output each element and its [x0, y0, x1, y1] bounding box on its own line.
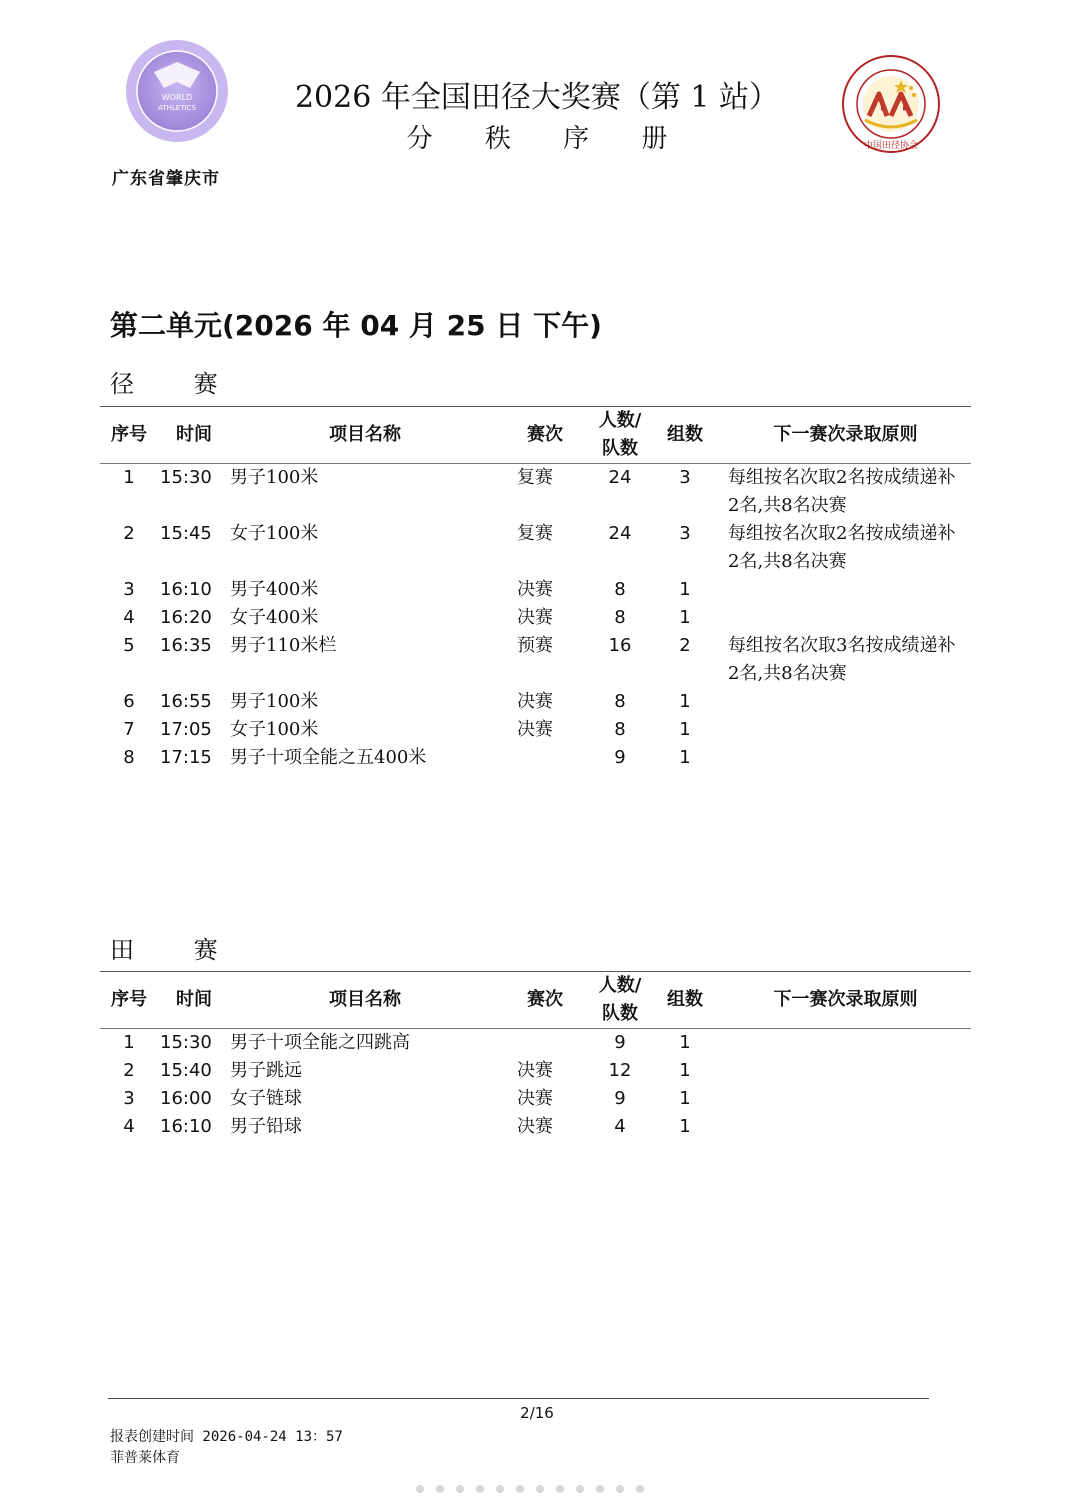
table-row: [100, 604, 971, 632]
chinese-athletics-association-logo: [841, 54, 941, 154]
cell-event: 女子链球: [230, 1088, 302, 1109]
cell-count: 24: [608, 467, 632, 488]
cell-rule: [720, 520, 971, 576]
cell-time: 16:20: [160, 607, 212, 628]
cell-rule: [720, 716, 971, 744]
table-row: [100, 1085, 971, 1113]
track-schedule-table: [100, 406, 971, 772]
cell-rule: [720, 1113, 971, 1141]
rule-line: 每组按名次取2名按成绩递补: [728, 523, 956, 544]
cell-event: 女子100米: [230, 719, 319, 740]
cell-event: 男子100米: [230, 691, 319, 712]
cell-no: 6: [123, 691, 135, 712]
cell-groups: 3: [679, 523, 691, 544]
cell-time: 17:15: [160, 747, 212, 768]
column-header-groups: 组数: [650, 972, 720, 1029]
cell-rule: [720, 688, 971, 716]
cell-event: 男子400米: [230, 579, 319, 600]
cell-rule: [720, 1029, 971, 1058]
cell-round: 决赛: [517, 719, 553, 740]
cell-event: 男子100米: [230, 467, 319, 488]
table-row: [100, 744, 971, 772]
table-header-row: [100, 972, 971, 1029]
column-header-event: 项目名称: [230, 407, 500, 464]
column-header-round: 赛次: [500, 407, 590, 464]
report-created-time: 报表创建时间 2026-04-24 13：57: [110, 1429, 343, 1445]
track-section-title: 径 赛: [110, 370, 244, 398]
cell-count: 24: [608, 523, 632, 544]
document-subtitle: 分 秩 序 册: [406, 124, 690, 154]
cell-groups: 1: [679, 1088, 691, 1109]
cell-groups: 1: [679, 747, 691, 768]
column-header-time: 时间: [158, 407, 230, 464]
cell-groups: 1: [679, 1032, 691, 1053]
cell-no: 5: [123, 635, 135, 656]
field-schedule-table: [100, 971, 971, 1141]
company-name: 菲普莱体育: [110, 1450, 180, 1466]
cell-groups: 1: [679, 1060, 691, 1081]
cell-time: 15:45: [160, 523, 212, 544]
column-header-rule: 下一赛次录取原则: [720, 972, 971, 1029]
cell-groups: 2: [679, 635, 691, 656]
cell-count: 9: [614, 1032, 626, 1053]
cell-no: 3: [123, 1088, 135, 1109]
cell-round: 决赛: [517, 1116, 553, 1137]
cell-count: 9: [614, 747, 626, 768]
cell-count: 9: [614, 1088, 626, 1109]
cell-time: 16:00: [160, 1088, 212, 1109]
svg-text:WORLD: WORLD: [161, 93, 193, 102]
cell-event: 男子铅球: [230, 1116, 302, 1137]
cell-round: 预赛: [517, 635, 553, 656]
table-row: [100, 464, 971, 521]
cell-event: 女子400米: [230, 607, 319, 628]
cell-rule: [720, 632, 971, 688]
cell-groups: 1: [679, 579, 691, 600]
column-header-no: 序号: [100, 407, 158, 464]
cell-round: [500, 744, 590, 772]
cell-no: 2: [123, 523, 135, 544]
cell-count: 8: [614, 579, 626, 600]
cell-round: 决赛: [517, 1088, 553, 1109]
cell-groups: 1: [679, 719, 691, 740]
cell-event: 男子十项全能之四跳高: [230, 1032, 410, 1053]
column-header-event: 项目名称: [230, 972, 500, 1029]
cell-rule: [720, 1085, 971, 1113]
cell-event: 男子110米栏: [230, 635, 337, 656]
cell-groups: 1: [679, 607, 691, 628]
column-header-no: 序号: [100, 972, 158, 1029]
cell-time: 16:55: [160, 691, 212, 712]
column-header-count: 人数/ 队数: [590, 407, 650, 464]
cell-round: 决赛: [517, 1060, 553, 1081]
cell-round: [500, 1029, 590, 1058]
table-row: [100, 520, 971, 576]
cell-groups: 1: [679, 1116, 691, 1137]
cell-count: 16: [608, 635, 632, 656]
column-header-round: 赛次: [500, 972, 590, 1029]
table-row: [100, 1113, 971, 1141]
cell-no: 1: [123, 1032, 135, 1053]
table-row: [100, 688, 971, 716]
cell-round: 决赛: [517, 607, 553, 628]
rule-line: 2名,共8名决赛: [728, 551, 847, 572]
cell-event: 男子跳远: [230, 1060, 302, 1081]
session-heading: 第二单元(2026 年 04 月 25 日 下午): [110, 309, 602, 342]
cell-no: 3: [123, 579, 135, 600]
cell-rule: [720, 464, 971, 521]
cell-time: 16:10: [160, 1116, 212, 1137]
footer-divider: [108, 1398, 929, 1399]
cell-count: 8: [614, 719, 626, 740]
field-section-title: 田 赛: [110, 936, 244, 964]
svg-text:ATHLETICS: ATHLETICS: [158, 104, 196, 112]
cell-rule: [720, 604, 971, 632]
cell-time: 15:40: [160, 1060, 212, 1081]
rule-line: 每组按名次取3名按成绩递补: [728, 635, 956, 656]
cell-round: 决赛: [517, 579, 553, 600]
host-city: 广东省肇庆市: [112, 169, 220, 189]
cell-time: 16:10: [160, 579, 212, 600]
cell-time: 15:30: [160, 467, 212, 488]
cell-round: 复赛: [517, 523, 553, 544]
cell-time: 17:05: [160, 719, 212, 740]
table-row: [100, 1029, 971, 1058]
cell-time: 16:35: [160, 635, 212, 656]
column-header-rule: 下一赛次录取原则: [720, 407, 971, 464]
cell-no: 2: [123, 1060, 135, 1081]
cell-rule: [720, 576, 971, 604]
rule-line: 2名,共8名决赛: [728, 495, 847, 516]
cell-rule: [720, 744, 971, 772]
table-row: [100, 1057, 971, 1085]
table-row: [100, 632, 971, 688]
cell-event: 女子100米: [230, 523, 319, 544]
column-header-time: 时间: [158, 972, 230, 1029]
table-header-row: [100, 407, 971, 464]
cell-count: 12: [608, 1060, 632, 1081]
cell-count: 8: [614, 691, 626, 712]
cell-time: 15:30: [160, 1032, 212, 1053]
cell-no: 4: [123, 607, 135, 628]
rule-line: 每组按名次取2名按成绩递补: [728, 467, 956, 488]
table-row: [100, 576, 971, 604]
cell-no: 4: [123, 1116, 135, 1137]
document-title: 2026 年全国田径大奖赛（第 1 站）: [294, 80, 780, 115]
cell-groups: 1: [679, 691, 691, 712]
cell-event: 男子十项全能之五400米: [230, 747, 427, 768]
watermark-dots: [410, 1482, 664, 1496]
cell-count: 4: [614, 1116, 626, 1137]
cell-rule: [720, 1057, 971, 1085]
rule-line: 2名,共8名决赛: [728, 663, 847, 684]
table-row: [100, 716, 971, 744]
svg-text:中国田径协会: 中国田径协会: [863, 141, 919, 151]
cell-round: 复赛: [517, 467, 553, 488]
cell-count: 8: [614, 607, 626, 628]
cell-no: 8: [123, 747, 135, 768]
column-header-groups: 组数: [650, 407, 720, 464]
cell-no: 1: [123, 467, 135, 488]
cell-no: 7: [123, 719, 135, 740]
column-header-count: 人数/ 队数: [590, 972, 650, 1029]
page-number: 2/16: [520, 1404, 554, 1422]
cell-groups: 3: [679, 467, 691, 488]
cell-round: 决赛: [517, 691, 553, 712]
